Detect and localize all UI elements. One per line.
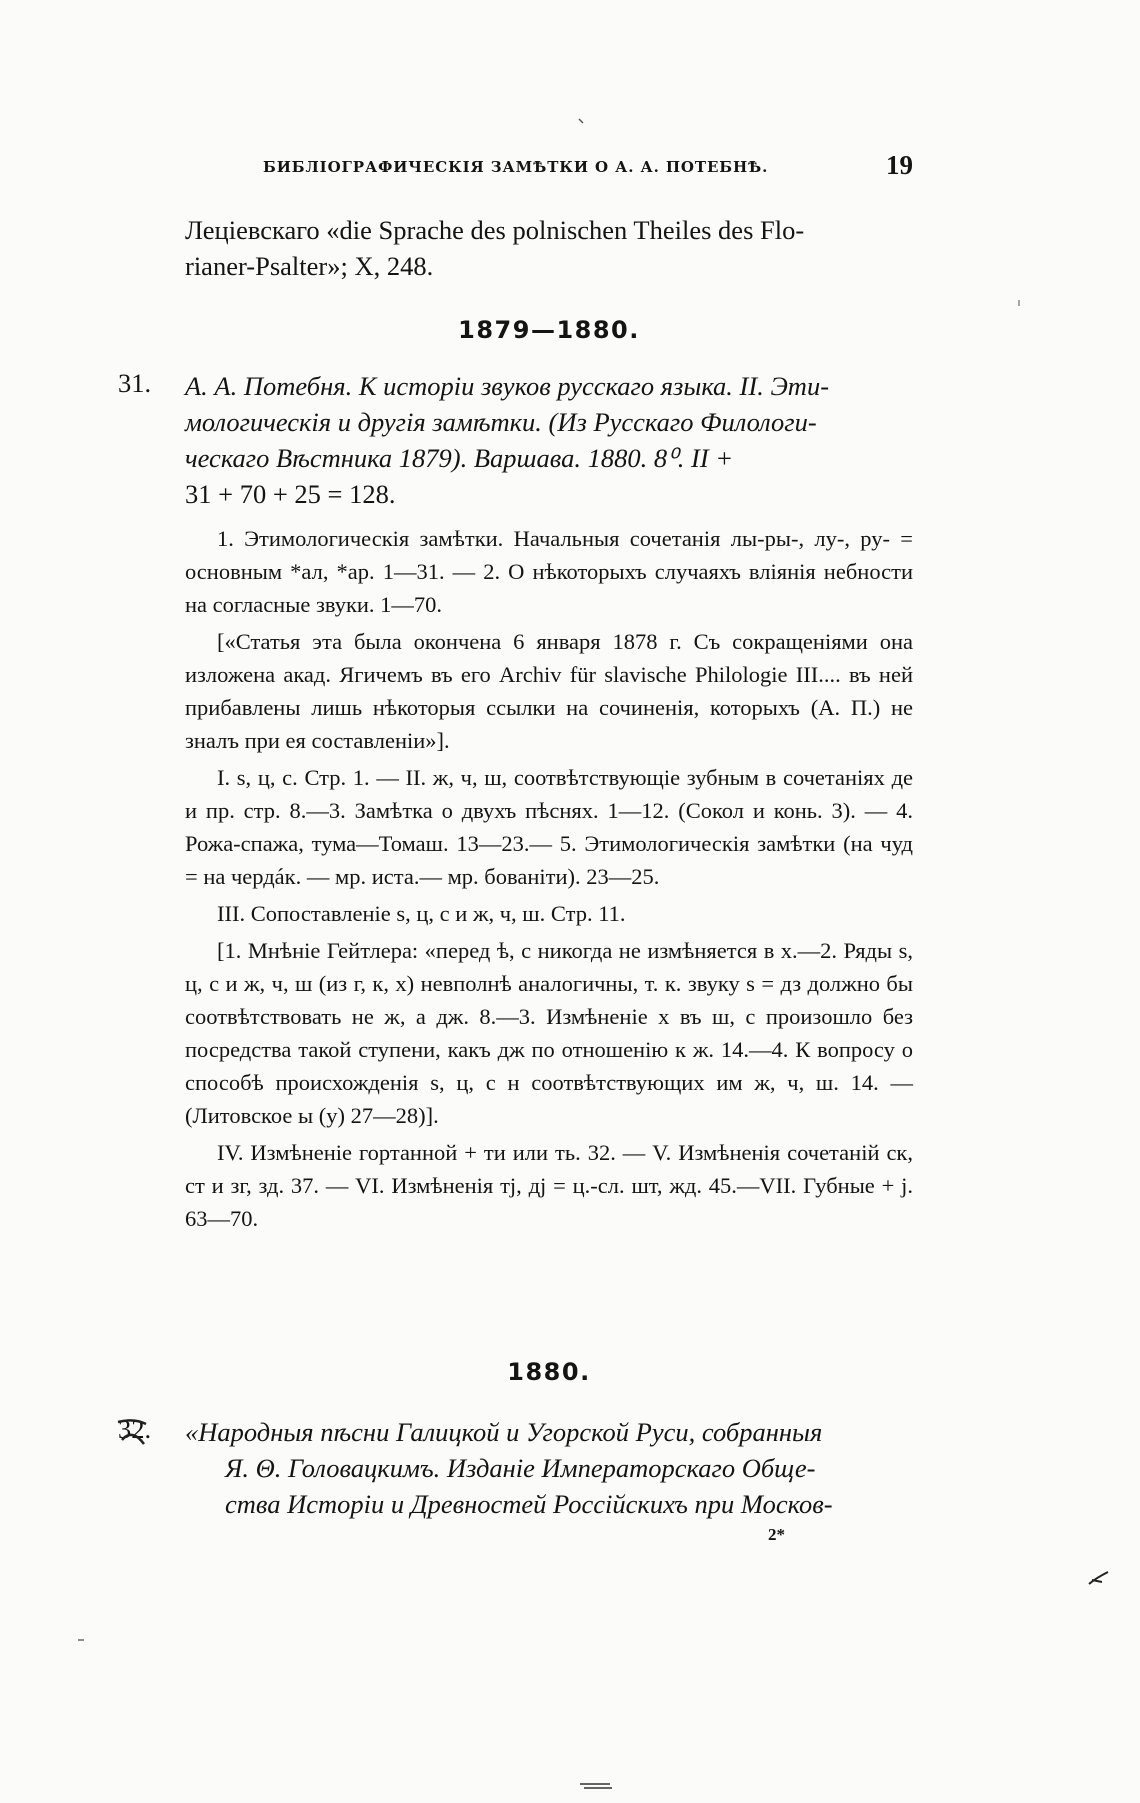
entry-number-text: 32. — [118, 1414, 152, 1444]
page-header — [253, 150, 913, 186]
running-head: БИБЛIОГРАФИЧЕСКIЯ ЗАМѢТКИ О А. А. ПОТЕБНѢ. — [263, 158, 769, 176]
entry-title-line: «Народныя пѣсни Галицкой и Угорской Руси, собранныя — [185, 1417, 823, 1447]
body-paragraph: [«Статья эта была окончена 6 января 1878 г. Съ сокращенiями она изложена акад. Ягичемъ въ его Archiv für slavische Philologie III.... въ ней прибавлены лишь нѣкоторыя ссылки на сочиненiя, которыхъ (А. П.) не зналъ при ея составленiи»]. — [185, 629, 913, 753]
entry-title-line: Я. Θ. Головацкимъ. Изданiе Императорскаго Обще- — [225, 1453, 816, 1483]
section-year-heading: 1880. — [507, 1358, 591, 1386]
ink-mark — [1088, 1570, 1110, 1586]
entry-body — [185, 522, 913, 1235]
body-paragraph: 1. Этимологическiя замѣтки. Начальныя сочетанiя лы-ры-, лу-, ру- = основным *ал, *ар. 1—31. — 2. О нѣкоторыхъ случаяхъ влiянiя небности на согласные звуки. 1—70. — [185, 526, 913, 617]
speck-mark — [578, 118, 584, 124]
intro-text — [185, 212, 913, 284]
speck-mark — [78, 1638, 84, 1642]
entry-number — [118, 1414, 151, 1445]
section-year-heading: 1879—1880. — [458, 316, 640, 344]
handwritten-strike-mark — [116, 1418, 152, 1448]
entry-title-line: 31 + 70 + 25 = 128. — [185, 479, 396, 509]
text-line: rianer-Psalter»; X, 248. — [185, 251, 434, 281]
body-paragraph: IV. Измѣненiе гортанной + ти или ть. 32. — V. Измѣненiя сочетанiй ск, ст и зг, зд. 37. — VI. Измѣненiя тj, дj = ц.-сл. шт, жд. 45.—VII. Губные + j. 63—70. — [185, 1140, 913, 1231]
body-paragraph: [1. Мнѣнiе Гейтлера: «перед ѣ, с никогда не измѣняется в х.—2. Ряды s, ц, с и ж, ч, ш (из г, к, х) невполнѣ аналогичны, т. к. звуку s = дз должно бы соотвѣтствовать не ж, а дж. 8.—3. Измѣненiе х въ ш, с произошло без посредства такой ступени, какъ дж по отношенiю к ж. 14.—4. К вопросу о способѣ происхожденiя s, ц, с н соотвѣтствующих им ж, ч, ш. 14. — (Литовское ы (у) 27—28)]. — [185, 938, 913, 1128]
entry-title-line: ства Исторiи и Древностей Россiйскихъ при Москов- — [225, 1489, 833, 1519]
edge-mark — [578, 1782, 614, 1790]
entry-title-line: А. А. Потебня. К исторiи звуков русскаго языка. II. Эти- — [185, 371, 830, 401]
text-line: Лецiевскаго «die Sprache des polnischen Theiles des Flo- — [185, 215, 805, 245]
entry-number: 31. — [118, 368, 152, 398]
body-paragraph: III. Сопоставленiе s, ц, с и ж, ч, ш. Стр. 11. — [217, 901, 626, 926]
speck-mark — [1017, 300, 1021, 306]
entry-title — [185, 1414, 913, 1522]
entry-title-line: мологическiя и другiя замѣтки. (Из Русскаго Филологи- — [185, 407, 817, 437]
body-paragraph: I. s, ц, с. Стр. 1. — II. ж, ч, ш, соотвѣтствующiе зубным в сочетанiях де и пр. стр. 8.—3. Замѣтка о двухъ пѣснях. 1—12. (Сокол и конь. 3). — 4. Рожа-спажа, тума—Томаш. 13—23.— 5. Этимологическiя замѣтки (на чуд = на чердáк. — мр. иста.— мр. бованiти). 23—25. — [185, 765, 913, 889]
printer-signature: 2* — [768, 1525, 785, 1544]
page-number: 19 — [886, 150, 913, 180]
entry-title — [185, 368, 913, 512]
entry-title-line: ческаго Вѣстника 1879). Варшава. 1880. 8⁰. II + — [185, 443, 734, 473]
